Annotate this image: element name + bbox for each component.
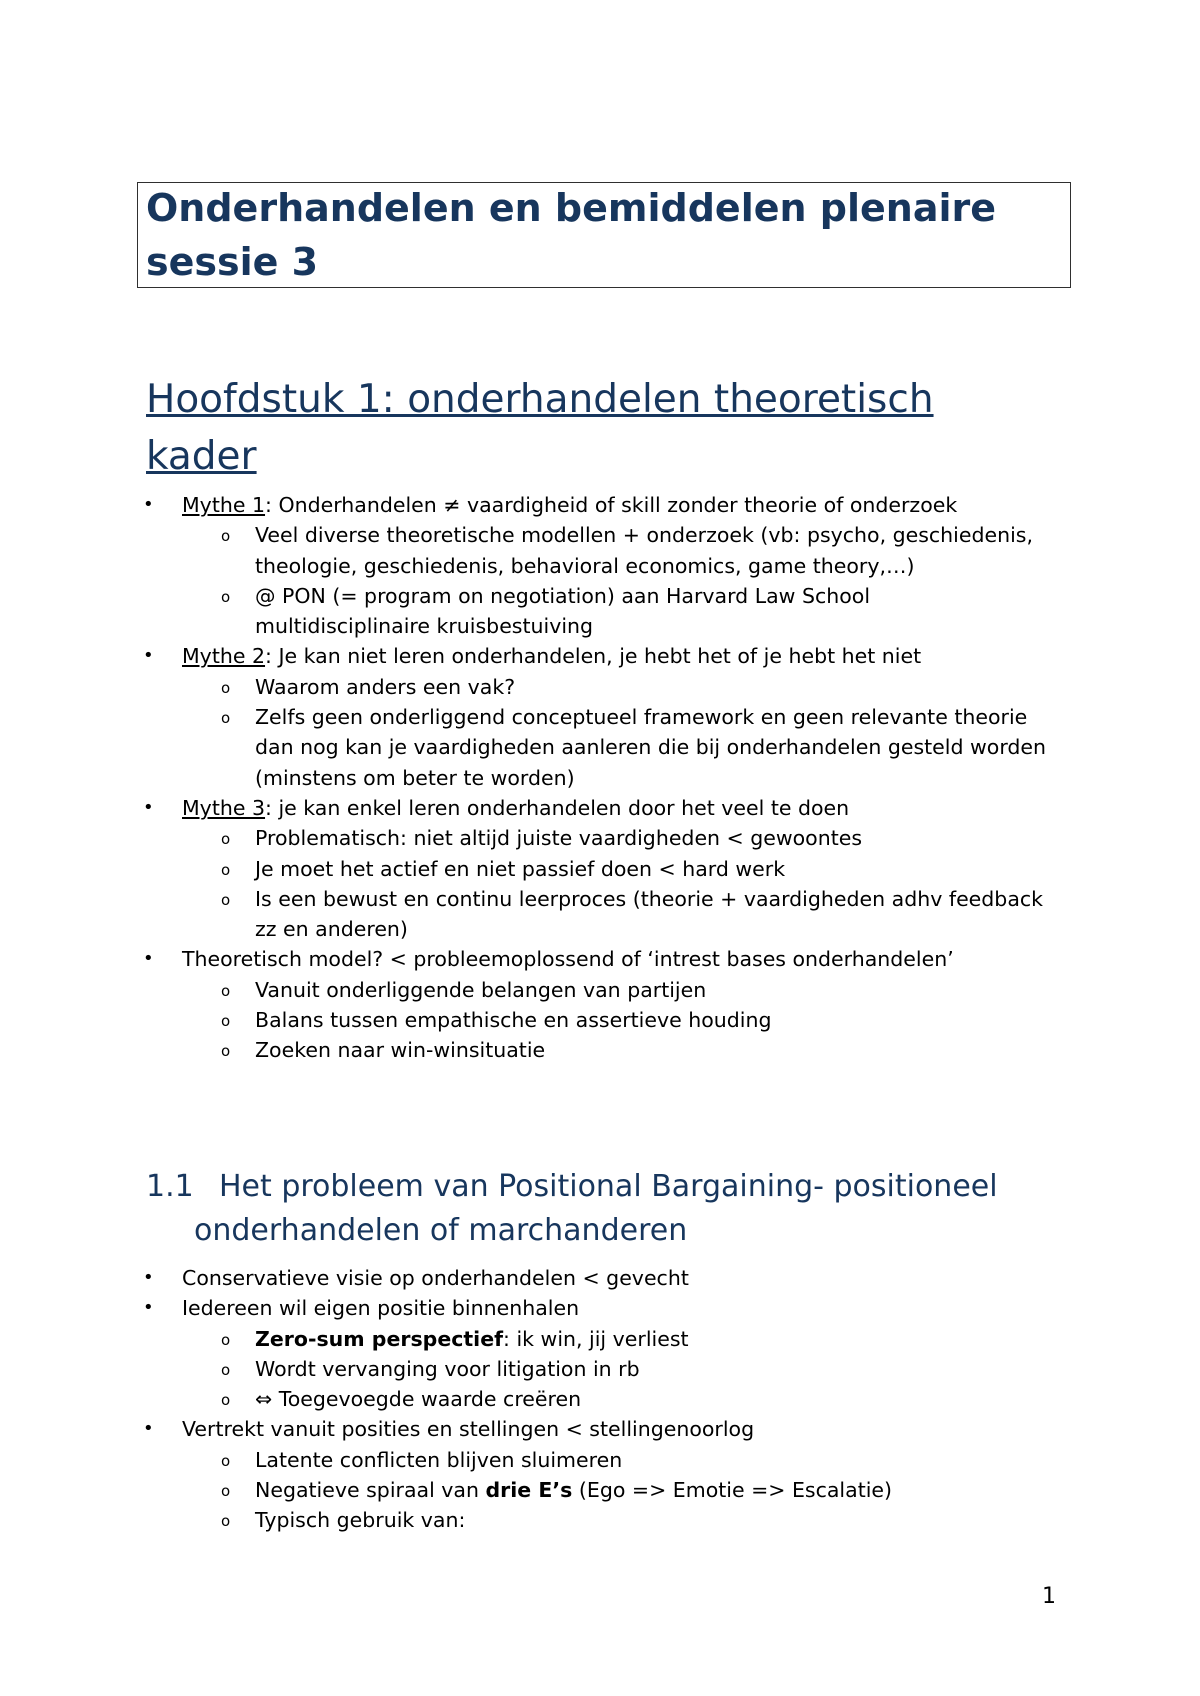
sub-item-text: Veel diverse theoretische modellen + onderzoek (vb: psycho, geschiedenis, theologie, geschiedenis, behavioral economics, game theory,…): [255, 523, 1033, 578]
list-item: [0, 1293, 1200, 1414]
list-item: [0, 944, 1200, 1065]
document-title: Onderhandelen en bemiddelen plenaire sessie 3: [146, 186, 997, 284]
section1-1-list: [0, 1263, 1200, 1536]
sub-list-item: [0, 1035, 1050, 1065]
sub-list-item: [0, 702, 1050, 793]
bullet-icon: •: [143, 1297, 154, 1319]
sub-list-item: [0, 1324, 1050, 1354]
sub-item-text: @ PON (= program on negotiation) aan Harvard Law School multidisciplinaire kruisbestuiving: [255, 583, 871, 639]
bullet-icon: •: [143, 1267, 154, 1288]
sub-bullet-icon: o: [221, 1451, 231, 1470]
bullet-icon: •: [143, 796, 154, 818]
sub-item-text: Zoeken naar win-winsituatie: [255, 1038, 546, 1063]
sub-item-text: Je moet het actief en niet passief doen < hard werk: [255, 856, 786, 881]
sub-item-text: Zelfs geen onderliggend conceptueel framework en geen relevante theorie dan nog kan je vaardigheden aanleren die bij onderhandelen gesteld worden (minstens om beter te worden): [255, 705, 1047, 790]
section-heading-line1: Het probleem van Positional Bargaining- positioneel: [219, 1169, 998, 1204]
sub-bullet-icon: o: [221, 830, 231, 849]
sub-list-item: [0, 1354, 1050, 1384]
sub-list-item: [0, 520, 1050, 581]
sub-list: [182, 672, 1050, 793]
list-item-text: : Onderhandelen ≠ vaardigheid of skill zonder theorie of onderzoek: [265, 493, 958, 517]
sub-bullet-icon: o: [221, 981, 231, 1000]
bullet-icon: •: [143, 1418, 154, 1440]
sub-list-item: [0, 975, 1050, 1005]
bullet-icon: •: [143, 645, 154, 667]
sub-list-item: [0, 581, 1050, 642]
sub-item-text: Problematisch: niet altijd juiste vaardigheden < gewoontes: [255, 826, 863, 851]
list-item-text: Iedereen wil eigen positie binnenhalen: [182, 1296, 580, 1321]
sub-bullet-icon: o: [221, 1391, 231, 1410]
sub-item-text: Balans tussen empathische en assertieve houding: [255, 1008, 772, 1033]
sub-list-item: [0, 1384, 1050, 1414]
bullet-icon: •: [143, 948, 154, 970]
sub-list: [182, 1324, 1050, 1415]
list-item-text: Theoretisch model? < probleemoplossend of ‘intrest bases onderhandelen’: [182, 947, 954, 972]
sub-bullet-icon: o: [221, 890, 231, 909]
sub-item-text: Waarom anders een vak?: [255, 674, 516, 699]
sub-bullet-icon: o: [221, 1360, 231, 1379]
sub-bullet-icon: o: [221, 678, 231, 697]
sub-item-text: Typisch gebruik van:: [255, 1508, 466, 1533]
sub-list: [182, 520, 1050, 641]
sub-bullet-icon: o: [221, 527, 231, 546]
sub-item-text: Wordt vervanging voor litigation in rb: [255, 1356, 640, 1381]
sub-item-text: : ik win, jij verliest: [503, 1326, 689, 1351]
list-item-text: Vertrekt vanuit posities en stellingen < stellingenoorlog: [182, 1417, 755, 1442]
section-number: 1.1: [146, 1169, 194, 1204]
sub-list-item: [0, 1005, 1050, 1035]
list-item: [0, 641, 1200, 792]
list-item-text: Conservatieve visie op onderhandelen < gevecht: [182, 1266, 689, 1290]
sub-list-item: [0, 672, 1050, 702]
list-item: [0, 1263, 1200, 1293]
sub-item-text: ⇔ Toegevoegde waarde creëren: [255, 1387, 582, 1412]
sub-list: [182, 823, 1050, 944]
sub-bullet-icon: o: [221, 1042, 231, 1061]
sub-list-item: [0, 823, 1050, 853]
sub-list: [182, 1445, 1050, 1536]
list-item-text: : Je kan niet leren onderhandelen, je hebt het of je hebt het niet: [265, 644, 922, 669]
sub-bullet-icon: o: [221, 1012, 231, 1031]
bold-term: drie E’s: [485, 1478, 573, 1503]
sub-item-text: (Ego => Emotie => Escalatie): [572, 1478, 893, 1503]
sub-bullet-icon: o: [221, 709, 231, 728]
sub-bullet-icon: o: [221, 860, 231, 879]
bullet-icon: •: [143, 494, 154, 515]
sub-bullet-icon: o: [221, 1512, 231, 1531]
section-heading: [146, 1165, 1076, 1253]
sub-list-item: [0, 884, 1050, 945]
section-heading-line2: onderhandelen of marchanderen: [194, 1213, 688, 1248]
sub-list-item: [0, 1505, 1050, 1535]
myth-label: Mythe 2: [182, 644, 266, 669]
myth-label: Mythe 1: [182, 493, 266, 517]
sub-bullet-icon: o: [221, 1482, 231, 1501]
sub-item-prefix: Negatieve spiraal van: [255, 1478, 486, 1503]
list-item: [0, 793, 1200, 944]
list-item: [0, 490, 1200, 641]
sub-bullet-icon: o: [221, 1330, 231, 1349]
chapter-heading: Hoofdstuk 1: onderhandelen theoretisch kader: [146, 377, 934, 479]
page-number: 1: [1042, 1584, 1056, 1609]
list-item-text: : je kan enkel leren onderhandelen door het veel te doen: [265, 795, 850, 820]
sub-item-text: Vanuit onderliggende belangen van partijen: [255, 977, 707, 1002]
sub-list: [182, 975, 1050, 1066]
myth-label: Mythe 3: [182, 795, 266, 820]
list-item: [0, 1414, 1200, 1535]
sub-list-item: [0, 1475, 1050, 1505]
chapter1-list: [0, 490, 1200, 1066]
bold-term: Zero-sum perspectief: [255, 1326, 504, 1351]
sub-item-text: Latente conflicten blijven sluimeren: [255, 1447, 623, 1472]
sub-bullet-icon: o: [221, 587, 231, 606]
sub-list-item: [0, 1445, 1050, 1475]
sub-item-text: Is een bewust en continu leerproces (theorie + vaardigheden adhv feedback zz en anderen): [255, 886, 1044, 942]
sub-list-item: [0, 854, 1050, 884]
